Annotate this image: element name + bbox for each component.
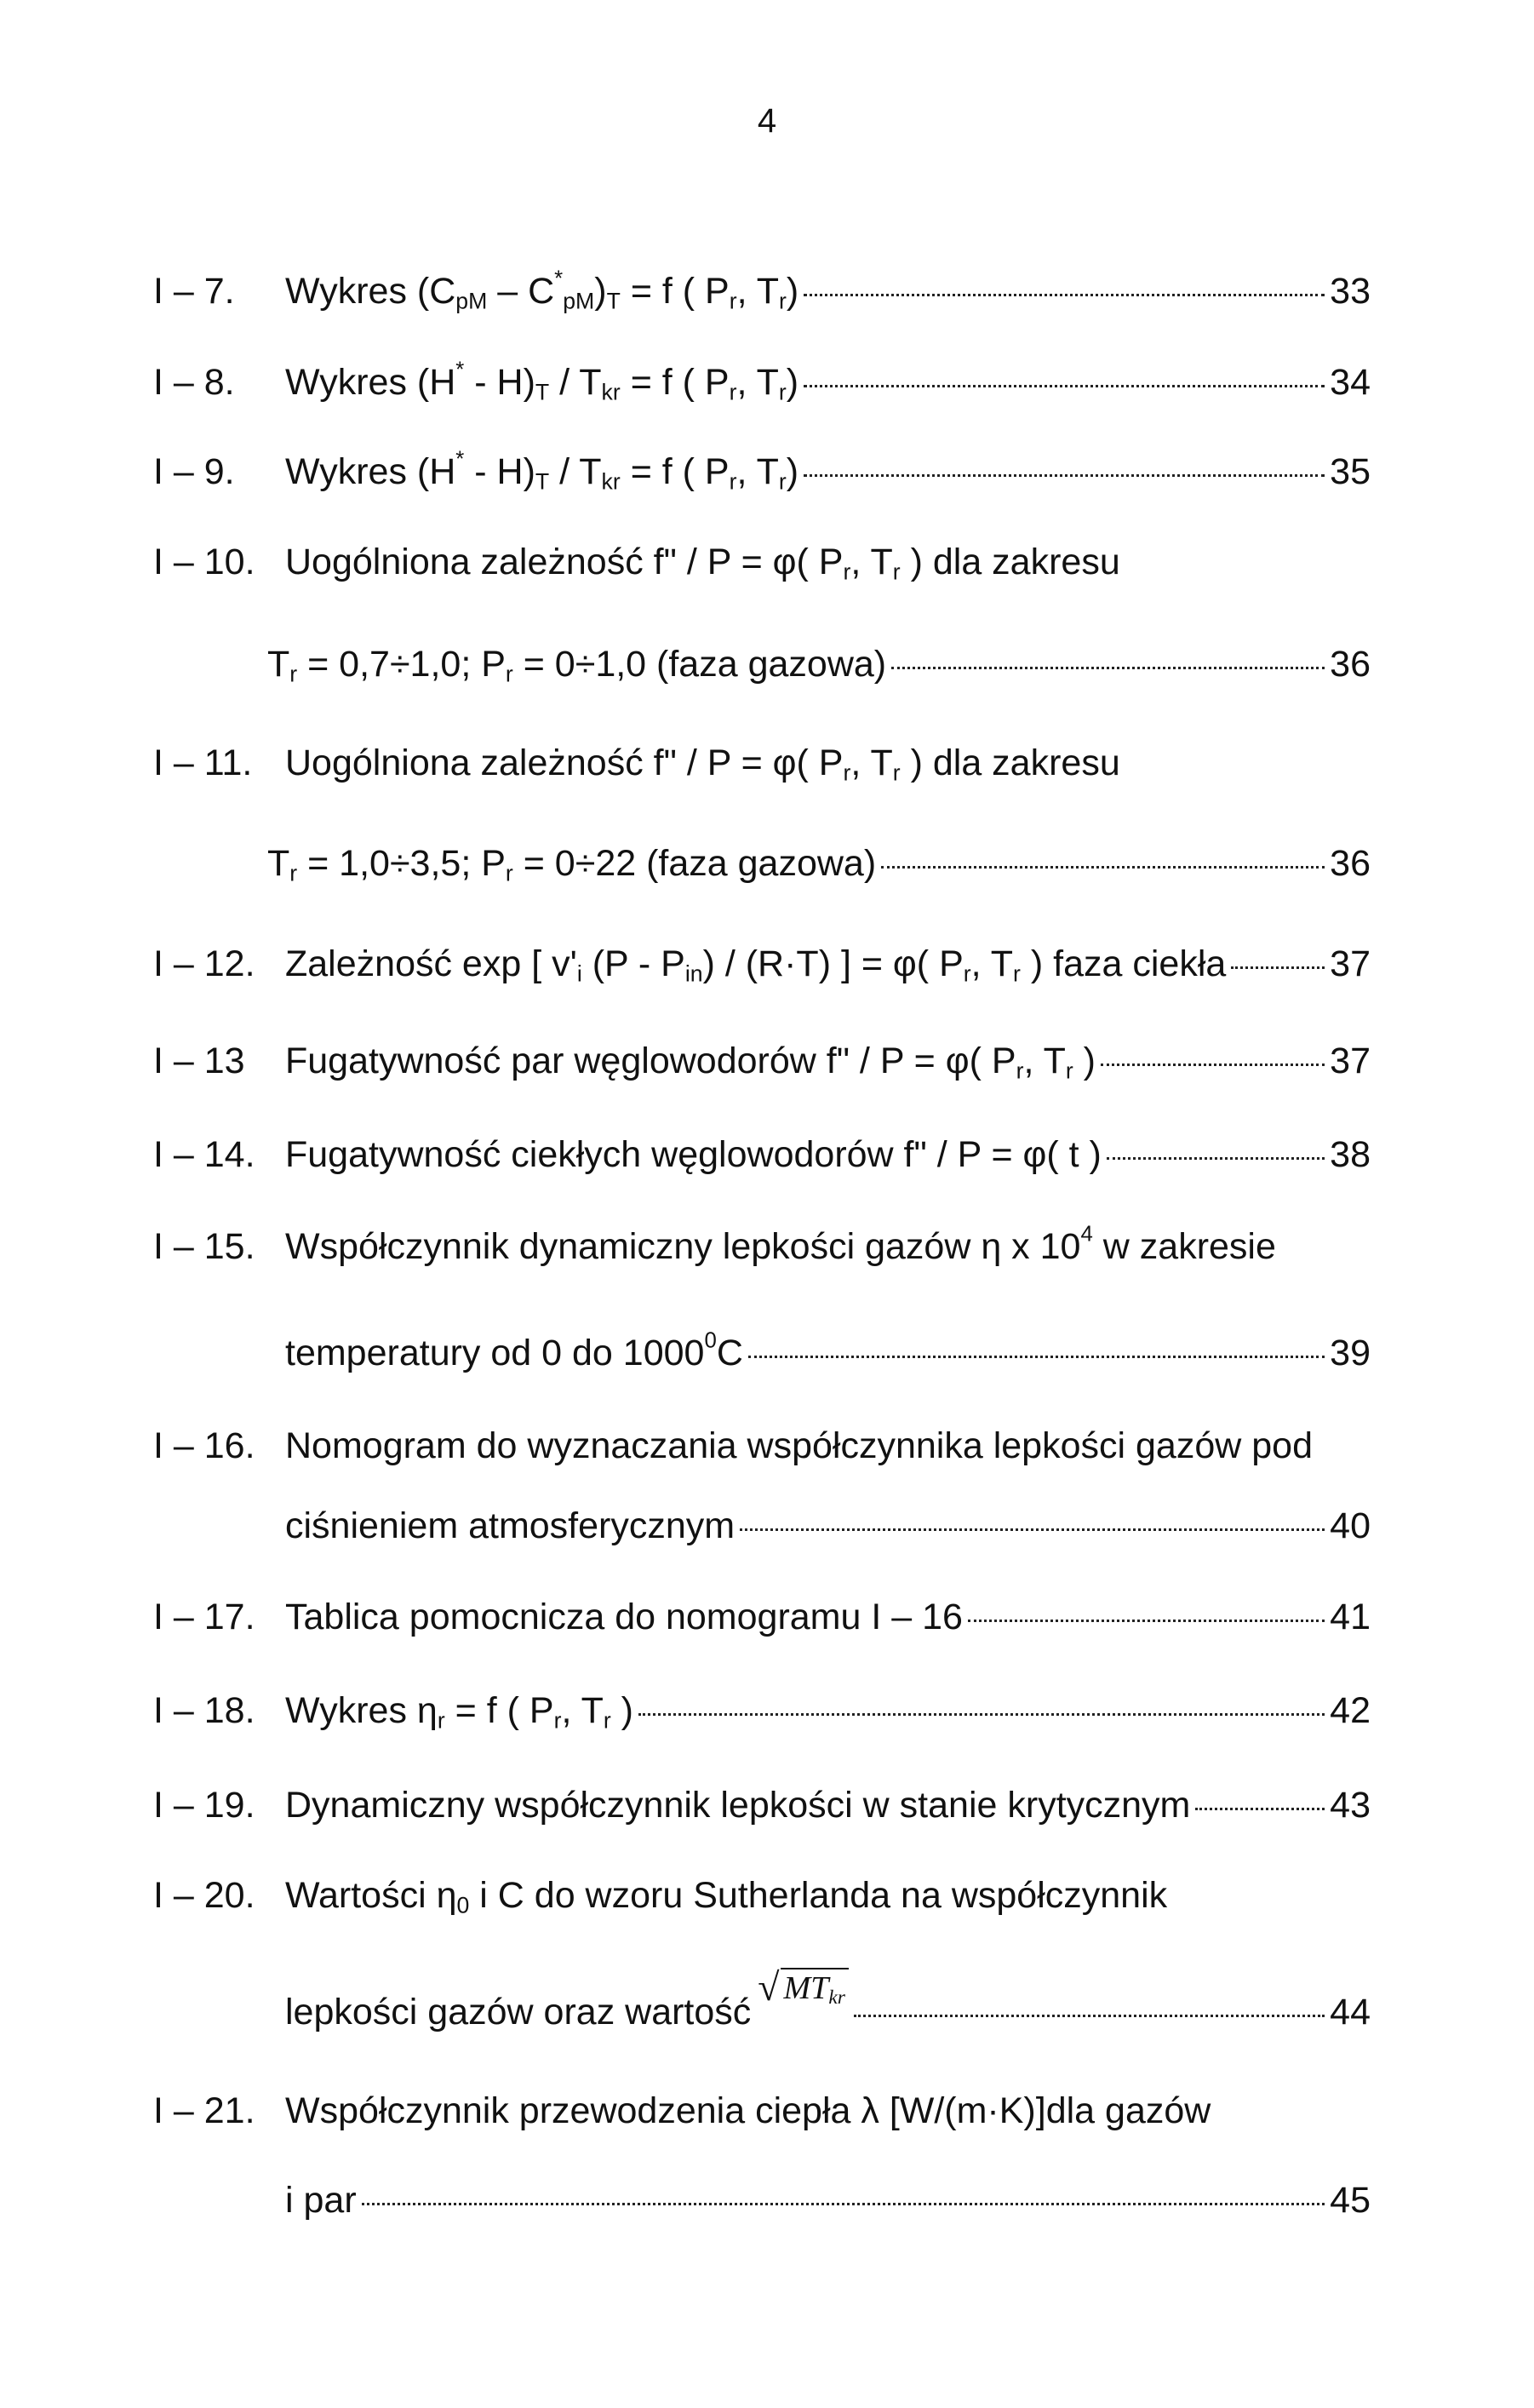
entry-number: I – 8. bbox=[153, 362, 235, 403]
entry-title-segment: lepkości gazów oraz wartość bbox=[285, 1992, 752, 2032]
dot-leader bbox=[1231, 966, 1325, 969]
entry-title-segment: r bbox=[892, 760, 901, 786]
entry-title-segment: i bbox=[576, 960, 582, 987]
entry-page-number: 39 bbox=[1330, 1333, 1371, 1373]
entry-line bbox=[285, 943, 1371, 988]
entry-title-segment: r bbox=[729, 288, 737, 314]
entry-page-number: 35 bbox=[1330, 451, 1371, 492]
entry-page-number: 36 bbox=[1330, 644, 1371, 685]
entry-title-segment: kr bbox=[601, 379, 621, 405]
entry-title-segment: r bbox=[1016, 1058, 1024, 1084]
entry-page-number: 43 bbox=[1330, 1785, 1371, 1826]
entry-title-segment: ) bbox=[786, 451, 799, 492]
entry-title-segment: Współczynnik przewodzenia ciepła λ [W/(m·K)]dla gazów bbox=[285, 2090, 1211, 2131]
entry-title-segment: T bbox=[535, 379, 550, 405]
entry-title-segment: ) dla zakresu bbox=[900, 542, 1120, 582]
entry-title-segment: 4 bbox=[1080, 1222, 1093, 1247]
entry-line bbox=[285, 542, 1371, 586]
entry-title bbox=[285, 358, 799, 406]
entry-title-segment: * bbox=[455, 447, 465, 472]
entry-title-segment: r bbox=[1065, 1058, 1073, 1084]
entry-title-segment: 10 bbox=[1039, 1226, 1081, 1267]
sqrt-formula bbox=[758, 1964, 849, 2010]
entry-title-segment: Dynamiczny współczynnik lepkości w stanie krytycznym bbox=[285, 1785, 1191, 1826]
entry-page-number: 37 bbox=[1330, 943, 1371, 984]
entry-page-number: 41 bbox=[1330, 1597, 1371, 1637]
entry-title-segment: r bbox=[779, 288, 787, 314]
entry-title-segment: r bbox=[729, 379, 737, 405]
entry-title-segment: Fugatywność ciekłych węglowodorów f" / P = φ( t ) bbox=[285, 1134, 1102, 1175]
entry-title-segment: = 0÷1,0 (faza gazowa) bbox=[512, 644, 887, 685]
entry-title-segment: w zakresie bbox=[1092, 1226, 1276, 1267]
entry-title-segment: i C do wzoru Sutherlanda na współczynnik bbox=[469, 1875, 1168, 1916]
entry-line bbox=[285, 1785, 1371, 1826]
entry-title-segment: r bbox=[289, 661, 298, 687]
entry-title-segment: r bbox=[437, 1707, 445, 1734]
entry-line bbox=[285, 742, 1371, 787]
entry-title-segment: = f ( P bbox=[620, 271, 730, 312]
entry-title-segment: in bbox=[684, 960, 703, 987]
entry-title-segment: Nomogram do wyznaczania współczynnika lepkości gazów pod bbox=[285, 1425, 1313, 1466]
entry-title-segment: ) bbox=[1073, 1041, 1096, 1081]
entry-title bbox=[285, 943, 1226, 988]
entry-title bbox=[285, 542, 1120, 586]
entry-title-segment: – C bbox=[487, 271, 555, 312]
dot-leader bbox=[891, 667, 1325, 669]
entry-title-segment: Wykres (H bbox=[285, 362, 456, 403]
entry-title-segment: r bbox=[553, 1707, 562, 1734]
entry-line bbox=[285, 1690, 1371, 1734]
entry-number: I – 18. bbox=[153, 1690, 255, 1731]
entry-title bbox=[285, 1328, 743, 1374]
entry-title-segment: / T bbox=[549, 362, 602, 403]
entry-line bbox=[285, 1041, 1371, 1085]
entry-title-segment: kr bbox=[601, 468, 621, 495]
entry-title-segment: Współczynnik dynamiczny lepkości gazów η x bbox=[285, 1226, 1040, 1267]
entry-title-segment: T bbox=[267, 644, 290, 685]
entry-title bbox=[285, 1041, 1096, 1085]
entry-title-segment: r bbox=[843, 559, 851, 585]
radicand-subscript: kr bbox=[828, 1987, 845, 2009]
entry-title-segment: - H) bbox=[464, 451, 535, 492]
entry-title-segment: ) bbox=[786, 362, 799, 403]
entry-title-segment: Tablica pomocnicza do nomogramu I – 16 bbox=[285, 1597, 963, 1637]
dot-leader bbox=[968, 1620, 1325, 1622]
entry-title-segment: * bbox=[455, 358, 465, 382]
entry-title-segment: r bbox=[892, 559, 901, 585]
entry-title-segment: = 0÷22 (faza gazowa) bbox=[512, 843, 877, 884]
entry-page-number: 38 bbox=[1330, 1134, 1371, 1175]
entry-number: I – 7. bbox=[153, 271, 235, 312]
entry-title bbox=[285, 1222, 1276, 1268]
entry-line bbox=[285, 1965, 1371, 2033]
entry-line bbox=[267, 644, 1371, 688]
entry-title-segment: ) / (R·T) ] = φ( P bbox=[702, 943, 964, 984]
dot-leader bbox=[804, 474, 1325, 477]
entry-title bbox=[285, 1425, 1313, 1467]
entry-title-segment: Zależność exp [ v' bbox=[285, 943, 577, 984]
entry-title-segment: Wykres (C bbox=[285, 271, 456, 312]
entry-title-segment: ciśnieniem atmosferycznym bbox=[285, 1505, 736, 1546]
entry-title-segment: r bbox=[843, 760, 851, 786]
dot-leader bbox=[1107, 1157, 1325, 1160]
entry-line bbox=[285, 1134, 1371, 1176]
radical-sign: √ bbox=[758, 1965, 780, 2009]
entry-page-number: 33 bbox=[1330, 271, 1371, 312]
dot-leader bbox=[854, 2015, 1325, 2017]
entry-number: I – 15. bbox=[153, 1226, 255, 1267]
entry-title-segment: , T bbox=[736, 451, 779, 492]
entry-title-segment: = f ( P bbox=[620, 451, 730, 492]
entry-number: I – 13 bbox=[153, 1041, 245, 1081]
entry-line bbox=[267, 843, 1371, 887]
entry-title bbox=[285, 1785, 1190, 1826]
entry-title-segment: temperatury od 0 do 1000 bbox=[285, 1333, 705, 1373]
entry-line bbox=[285, 1425, 1371, 1467]
entry-line bbox=[285, 447, 1371, 496]
entry-number: I – 12. bbox=[153, 943, 255, 984]
entry-title-segment: ) bbox=[594, 271, 607, 312]
entry-title bbox=[285, 2090, 1211, 2132]
entry-title bbox=[285, 1690, 633, 1734]
entry-title-segment: ) dla zakresu bbox=[900, 742, 1120, 783]
entry-line bbox=[285, 267, 1371, 315]
entry-title-segment: Fugatywność par węglowodorów f" / P = φ( P bbox=[285, 1041, 1016, 1081]
entry-title-segment: C bbox=[716, 1333, 743, 1373]
entry-title-segment: T bbox=[606, 288, 621, 314]
entry-line bbox=[285, 358, 1371, 406]
entry-page-number: 42 bbox=[1330, 1690, 1371, 1731]
entry-line bbox=[285, 2090, 1371, 2132]
entry-line bbox=[285, 1875, 1371, 1919]
dot-leader bbox=[740, 1528, 1325, 1531]
entry-title-segment: r bbox=[505, 661, 513, 687]
entry-title bbox=[285, 1597, 963, 1638]
dot-leader bbox=[748, 1356, 1325, 1358]
entry-title-segment: r bbox=[778, 468, 787, 495]
entry-title-segment: Uogólniona zależność f" / P = φ( P bbox=[285, 542, 844, 582]
entry-page-number: 34 bbox=[1330, 362, 1371, 403]
entry-line bbox=[285, 1597, 1371, 1638]
entry-title-segment: - H) bbox=[464, 362, 535, 403]
entry-page-number: 37 bbox=[1330, 1041, 1371, 1081]
entry-title-segment: r bbox=[1013, 960, 1021, 987]
entry-title-segment: ) bbox=[786, 271, 799, 312]
entry-page-number: 44 bbox=[1330, 1992, 1371, 2032]
radicand bbox=[781, 1968, 849, 2010]
entry-title-segment: r bbox=[778, 379, 787, 405]
entry-title bbox=[285, 267, 799, 315]
entry-title-segment: pM bbox=[563, 288, 595, 314]
entry-number: I – 10. bbox=[153, 542, 255, 582]
entry-title bbox=[267, 843, 876, 887]
entry-title-segment: 0 bbox=[456, 1892, 470, 1918]
entry-title-segment: Uogólniona zależność f" / P = φ( P bbox=[285, 742, 844, 783]
entry-title-segment: Wykres η bbox=[285, 1690, 438, 1731]
entry-title-segment: / T bbox=[549, 451, 602, 492]
entry-title-segment: T bbox=[535, 468, 550, 495]
entry-title bbox=[267, 644, 886, 688]
entry-page-number: 45 bbox=[1330, 2180, 1371, 2221]
entry-title-segment: Wartości η bbox=[285, 1875, 457, 1916]
entry-number: I – 14. bbox=[153, 1134, 255, 1175]
entry-title-segment: T bbox=[267, 843, 290, 884]
entry-title bbox=[285, 742, 1120, 787]
entry-title bbox=[285, 1134, 1102, 1176]
entry-title-segment: ) bbox=[610, 1690, 634, 1731]
entry-title-segment: * bbox=[554, 267, 564, 291]
dot-leader bbox=[804, 294, 1325, 296]
entry-title bbox=[285, 1965, 849, 2033]
entry-title-segment: , T bbox=[736, 271, 780, 312]
entry-title-segment: = 1,0÷3,5; P bbox=[297, 843, 506, 884]
dot-leader bbox=[362, 2203, 1325, 2205]
entry-title-segment: = f ( P bbox=[444, 1690, 554, 1731]
entry-line bbox=[285, 1505, 1371, 1547]
entry-title-segment: = 0,7÷1,0; P bbox=[297, 644, 506, 685]
entry-number: I – 19. bbox=[153, 1785, 255, 1826]
entry-title-segment: (P - P bbox=[581, 943, 685, 984]
entry-title-segment: = f ( P bbox=[620, 362, 730, 403]
dot-leader bbox=[804, 385, 1325, 387]
entry-line bbox=[285, 1328, 1371, 1374]
entry-title bbox=[285, 1875, 1167, 1919]
entry-title-segment: 0 bbox=[704, 1328, 717, 1353]
entry-title-segment: r bbox=[963, 960, 971, 987]
entry-title-segment: pM bbox=[455, 288, 488, 314]
entry-number: I – 21. bbox=[153, 2090, 255, 2131]
entry-title-segment: , T bbox=[736, 362, 779, 403]
dot-leader bbox=[1101, 1064, 1325, 1066]
entry-number: I – 9. bbox=[153, 451, 235, 492]
entry-page-number: 40 bbox=[1330, 1505, 1371, 1546]
dot-leader bbox=[1195, 1808, 1325, 1810]
entry-title-segment: r bbox=[289, 860, 298, 886]
entry-number: I – 17. bbox=[153, 1597, 255, 1637]
dot-leader bbox=[638, 1713, 1325, 1716]
dot-leader bbox=[881, 866, 1325, 869]
entry-line bbox=[285, 2180, 1371, 2222]
entry-title-segment: i par bbox=[285, 2180, 357, 2221]
entry-title-segment: r bbox=[603, 1707, 611, 1734]
radicand-text: MT bbox=[783, 1970, 829, 2007]
entry-title-segment: , T bbox=[850, 542, 893, 582]
entry-page-number: 36 bbox=[1330, 843, 1371, 884]
entry-title-segment: Wykres (H bbox=[285, 451, 456, 492]
entry-title-segment: , T bbox=[970, 943, 1014, 984]
entry-title bbox=[285, 2180, 357, 2222]
entry-number: I – 20. bbox=[153, 1875, 255, 1916]
entry-title-segment: , T bbox=[1023, 1041, 1066, 1081]
entry-title-segment: , T bbox=[850, 742, 893, 783]
entry-title bbox=[285, 447, 799, 496]
entry-title-segment: ) faza ciekła bbox=[1020, 943, 1227, 984]
entry-number: I – 16. bbox=[153, 1425, 255, 1466]
page-number: 4 bbox=[757, 102, 777, 140]
entry-title-segment: r bbox=[729, 468, 737, 495]
entry-line bbox=[285, 1222, 1371, 1268]
entry-title-segment: , T bbox=[561, 1690, 604, 1731]
entry-title-segment: r bbox=[505, 860, 513, 886]
entry-title bbox=[285, 1505, 735, 1547]
entry-number: I – 11. bbox=[153, 742, 253, 783]
